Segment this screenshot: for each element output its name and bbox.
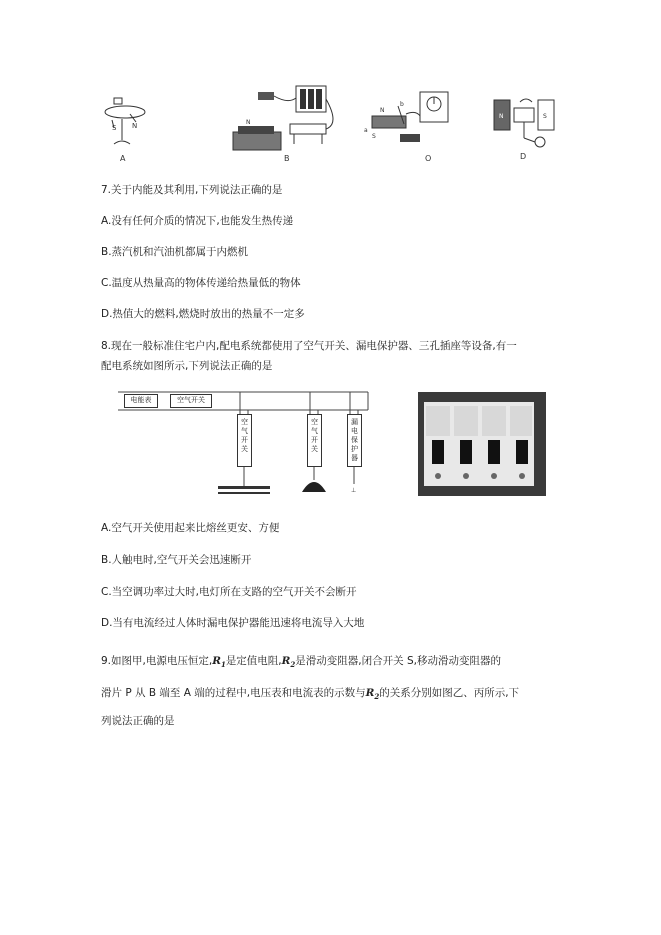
svg-text:N: N <box>380 107 385 114</box>
figure-label-a: A <box>120 154 126 163</box>
figure-label-d: D <box>520 152 527 161</box>
question-8-option-c: C.当空调功率过大时,电灯所在支路的空气开关不会断开 <box>101 586 357 598</box>
question-7-option-b: B.蒸汽机和汽油机都属于内燃机 <box>101 246 249 258</box>
question-8-stem-line1: 8.现在一般标准住宅户内,配电系统都使用了空气开关、漏电保护器、三孔插座等设备,有一 <box>101 340 517 352</box>
question-9-line3: 列说法正确的是 <box>101 715 175 727</box>
breaker-photo-illustration <box>418 392 546 496</box>
meter-box: 电能表 <box>124 394 158 408</box>
branch-switch-1: 空气开关 <box>237 414 252 467</box>
question-9-line2 <box>101 685 519 701</box>
q9-text-2a: 滑片 P 从 B 端至 A 端的过程中,电压表和电流表的示数与 <box>101 687 366 699</box>
breaker-panel-photo <box>418 392 546 496</box>
question-9-line1 <box>101 653 501 669</box>
svg-text:S: S <box>372 133 376 140</box>
r1-symbol: $R_1$ <box>212 655 226 670</box>
figure-b <box>228 84 343 156</box>
svg-text:b: b <box>400 101 404 108</box>
svg-text:N: N <box>246 119 251 126</box>
electromagnet-battery-illustration <box>228 84 343 156</box>
figure-a <box>100 92 150 152</box>
svg-text:S: S <box>543 113 547 120</box>
figure-label-b: B <box>284 154 290 163</box>
q9-text-1b: 是定值电阻, <box>225 655 282 667</box>
question-8-option-b: B.人触电时,空气开关会迅速断开 <box>101 554 252 566</box>
figure-label-o: O <box>425 154 432 163</box>
leakage-protector: 漏电保护器 <box>347 414 362 467</box>
generator-coil-illustration <box>490 94 562 150</box>
question-7-option-d: D.热值大的燃料,燃烧时放出的热量不一定多 <box>101 308 305 320</box>
svg-text:S: S <box>112 124 117 132</box>
svg-text:⊥: ⊥ <box>351 487 357 494</box>
r2-symbol-2: $R_2$ <box>365 687 380 702</box>
compass-magnet-illustration <box>100 92 150 152</box>
question-8-option-a: A.空气开关使用起来比熔丝更安、方便 <box>101 522 280 534</box>
question-7-stem: 7.关于内能及其利用,下列说法正确的是 <box>101 184 283 196</box>
galvanometer-magnet-illustration <box>362 86 457 154</box>
question-8-option-d: D.当有电流经过人体时漏电保护器能迅速将电流导入大地 <box>101 617 365 629</box>
r2-symbol: $R_2$ <box>281 655 296 670</box>
q9-text-1a: 9.如图甲,电源电压恒定, <box>101 655 213 667</box>
figure-o <box>362 86 457 154</box>
svg-text:N: N <box>132 122 138 130</box>
main-switch-box: 空气开关 <box>170 394 212 408</box>
branch-switch-2: 空气开关 <box>307 414 322 467</box>
svg-text:a: a <box>364 127 368 134</box>
question-7-option-c: C.温度从热量高的物体传递给热量低的物体 <box>101 277 301 289</box>
distribution-system-diagram <box>118 388 388 498</box>
question-8-stem-line2: 配电系统如图所示,下列说法正确的是 <box>101 360 273 372</box>
q9-text-1c: 是滑动变阻器,闭合开关 S,移动滑动变阻器的 <box>295 655 501 667</box>
figure-d <box>490 94 562 150</box>
question-7-option-a: A.没有任何介质的情况下,也能发生热传递 <box>101 215 294 227</box>
q9-text-2b: 的关系分别如图乙、丙所示,下 <box>379 687 520 699</box>
svg-text:N: N <box>499 113 504 120</box>
